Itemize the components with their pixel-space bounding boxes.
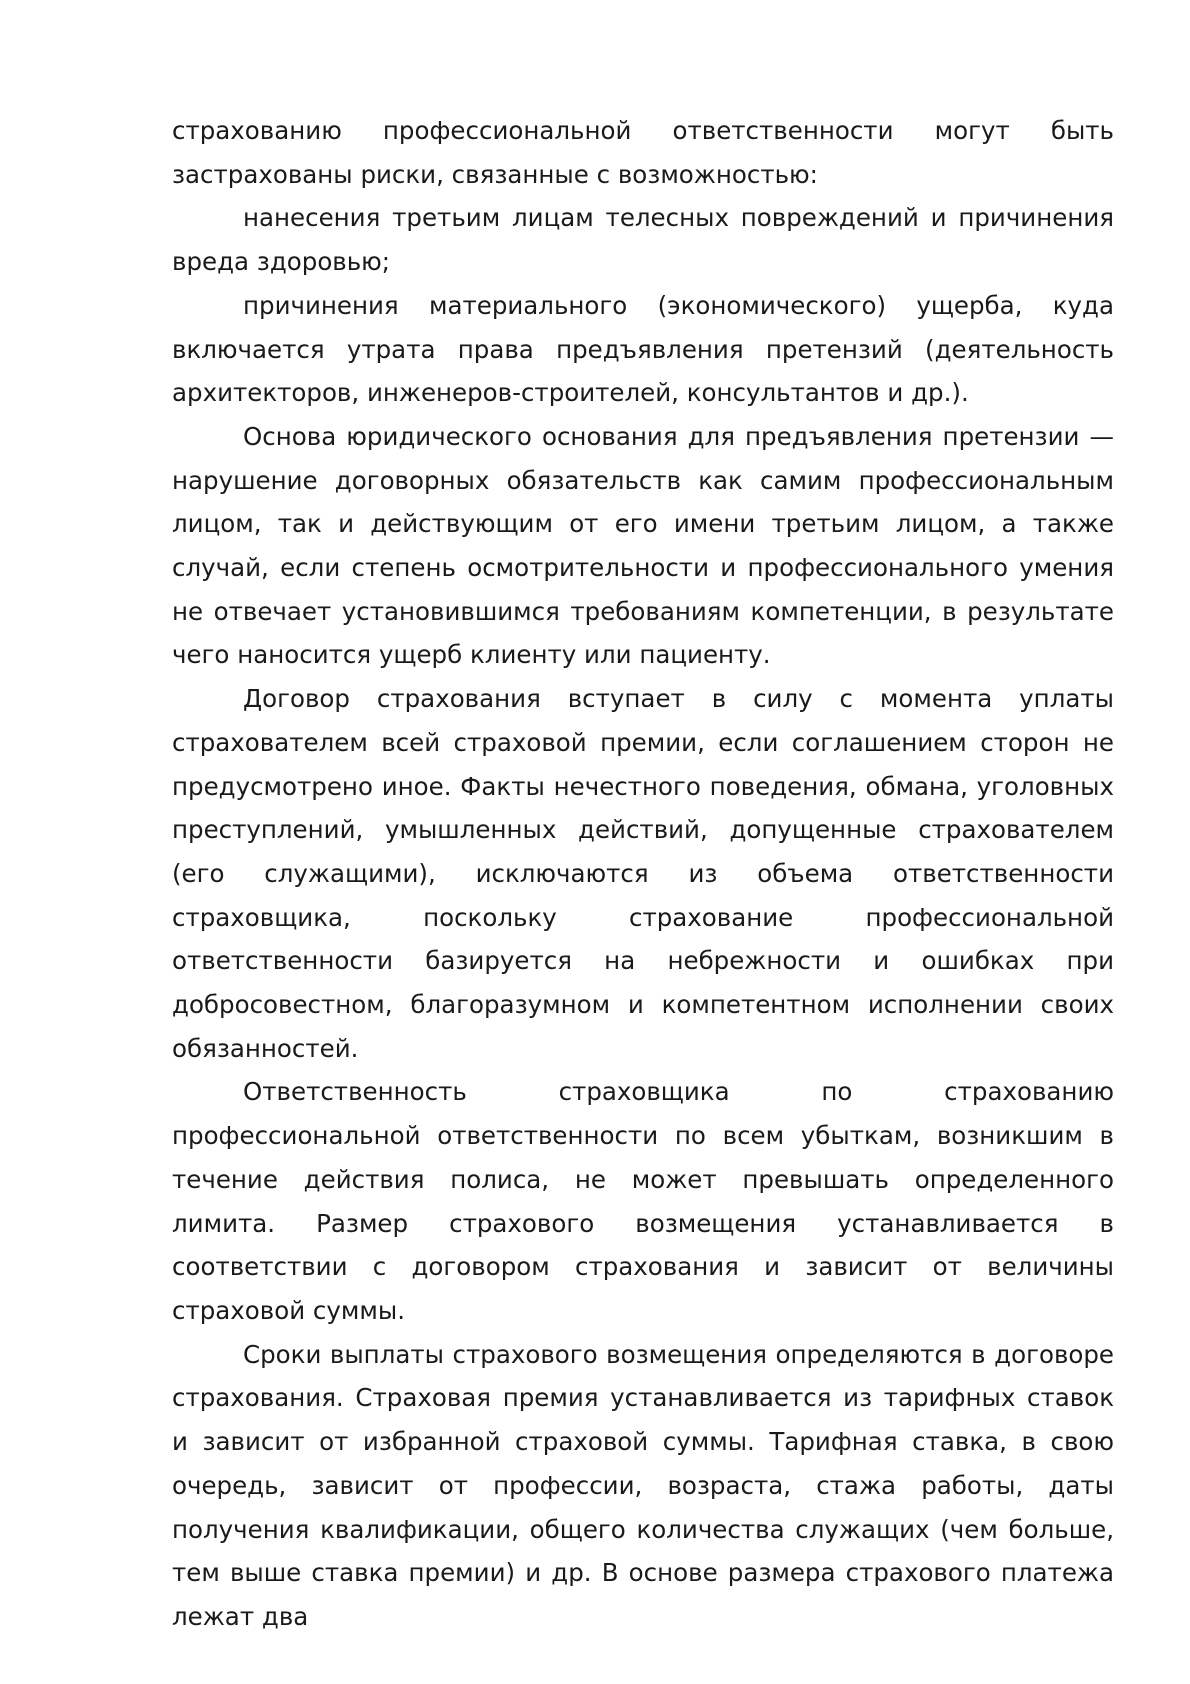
paragraph-7: Сроки выплаты страхового возмещения определяются в договоре страхования. Страховая премия устанавливается из тарифных ставок и зависит от избранной страховой суммы. Тарифная ставка, в свою очередь, зависит от профессии, возраста, стажа работы, даты получения квалификации, общего количества служащих (чем больше, тем выше ставка премии) и др. В основе размера страхового платежа лежат два: [172, 1339, 1114, 1631]
paragraph-4: Основа юридического основания для предъявления претензии — нарушение договорных обязательств как самим профессиональным лицом, так и действующим от его имени третьим лицом, а также случай, если степень осмотрительности и профессионального умения не отвечает установившимся требованиям компетенции, в результате чего наносится ущерб клиенту или пациенту.: [172, 421, 1114, 670]
paragraph-6: Ответственность страховщика по страхованию профессиональной ответственности по всем убыткам, возникшим в течение действия полиса, не может превышать определенного лимита. Размер страхового возмещения устанавливается в соответствии с договором страхования и зависит от величины страховой суммы.: [172, 1077, 1114, 1325]
paragraph-1: страхованию профессиональной ответственности могут быть застрахованы риски, связанные с возможностью:: [172, 116, 1114, 189]
paragraph-5: Договор страхования вступает в силу с момента уплаты страхователем всей страховой премии, если соглашением сторон не предусмотрено иное. Факты нечестного поведения, обмана, уголовных преступлений, умышленных действий, допущенные страхователем (его служащими), исключаются из объема ответственности страховщика, поскольку страхование профессиональной ответственности базируется на небрежности и ошибках при добросовестном, благоразумном и компетентном исполнении своих обязанностей.: [172, 684, 1114, 1063]
paragraph-2: нанесения третьим лицам телесных повреждений и причинения вреда здоровью;: [172, 203, 1114, 277]
body-text: [172, 109, 1114, 1639]
paragraph-3: причинения материального (экономического) ущерба, куда включается утрата права предъявления претензий (деятельность архитекторов, инженеров-строителей, консультантов и др.).: [172, 290, 1114, 408]
